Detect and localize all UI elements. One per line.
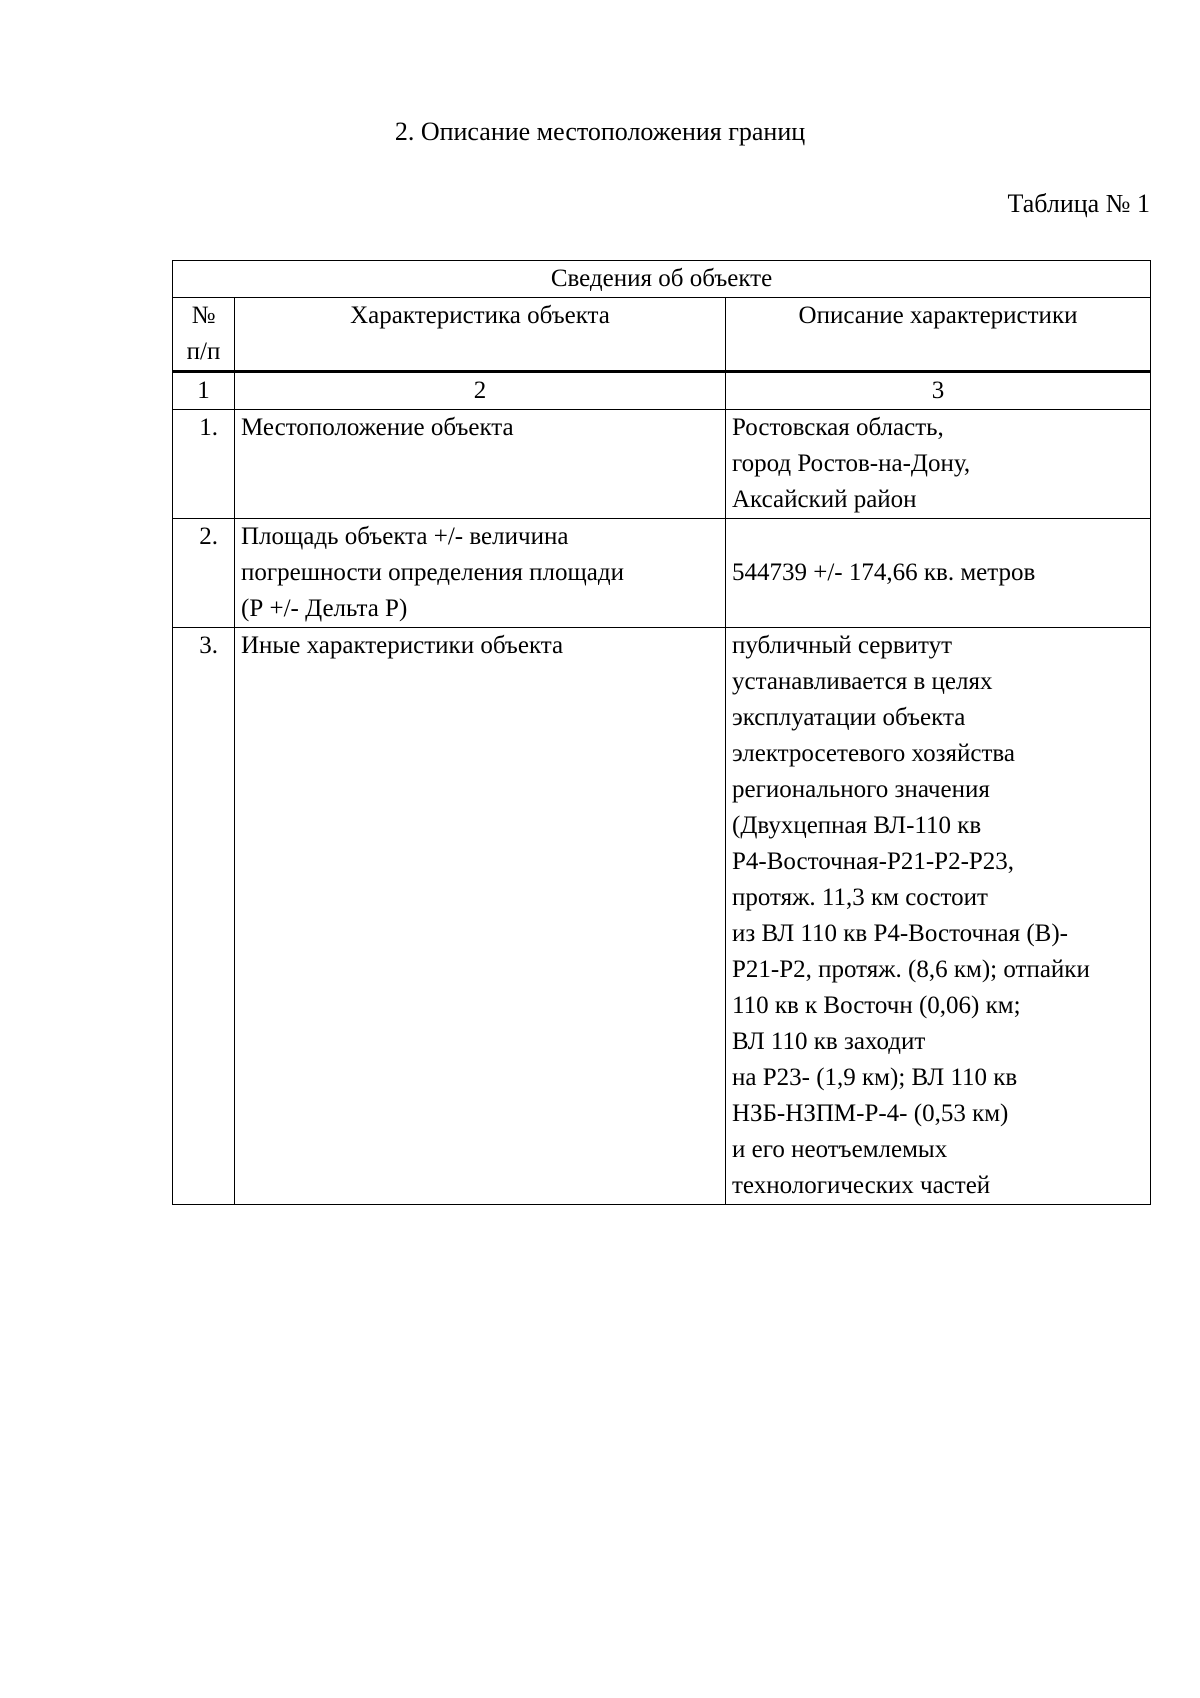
description-line: на Р23- (1,9 км); ВЛ 110 кв [732, 1064, 1018, 1091]
table-number-label: Таблица № 1 [1007, 189, 1150, 218]
row-description [726, 410, 1151, 519]
description-line: ВЛ 110 кв заходит [732, 1028, 926, 1055]
header-description: Описание характеристики [726, 298, 1151, 372]
description-line: из ВЛ 110 кв Р4-Восточная (В)- [732, 920, 1068, 947]
table-title: Сведения об объекте [173, 261, 1151, 298]
row-description [726, 519, 1151, 628]
row-characteristic [235, 628, 726, 1205]
description-line: электросетевого хозяйства [732, 740, 1015, 767]
table-row [173, 519, 1151, 628]
document-heading: 2. Описание местоположения границ [394, 117, 806, 146]
column-index: 2 [235, 372, 726, 410]
description-line: и его неотъемлемых [732, 1136, 948, 1163]
description-line: Ростовская область, [732, 414, 944, 441]
row-description [726, 628, 1151, 1205]
header-number-line: п/п [186, 338, 221, 365]
object-info-table [172, 260, 1151, 1205]
row-characteristic [235, 519, 726, 628]
row-number: 3. [173, 628, 235, 1205]
description-line: Р21-Р2, протяж. (8,6 км); отпайки [732, 956, 1090, 983]
column-index-row [173, 372, 1151, 410]
description-line: публичный сервитут [732, 632, 953, 659]
characteristic-line: Площадь объекта +/- величина [241, 523, 569, 550]
description-line: (Двухцепная ВЛ-110 кв [732, 812, 982, 839]
column-index: 3 [726, 372, 1151, 410]
header-characteristic: Характеристика объекта [235, 298, 726, 372]
description-line: город Ростов-на-Дону, [732, 450, 971, 477]
table-row [173, 410, 1151, 519]
description-line: регионального значения [732, 776, 990, 803]
row-number: 1. [173, 410, 235, 519]
column-index: 1 [173, 372, 235, 410]
characteristic-line: (Р +/- Дельта Р) [241, 595, 408, 622]
characteristic-line: Местоположение объекта [241, 414, 514, 441]
row-number: 2. [173, 519, 235, 628]
header-number [173, 298, 235, 372]
description-line: устанавливается в целях [732, 668, 993, 695]
description-line: технологических частей [732, 1172, 991, 1199]
characteristic-line: Иные характеристики объекта [241, 632, 564, 659]
table-row [173, 628, 1151, 1205]
header-number-line: № [191, 302, 216, 329]
description-line: Аксайский район [732, 486, 917, 513]
characteristic-line: погрешности определения площади [241, 559, 624, 586]
table-title-row [173, 261, 1151, 298]
description-line: 544739 +/- 174,66 кв. метров [732, 559, 1036, 586]
description-line: протяж. 11,3 км состоит [732, 884, 988, 911]
row-characteristic [235, 410, 726, 519]
description-line: 110 кв к Восточн (0,06) км; [732, 992, 1021, 1019]
description-line: эксплуатации объекта [732, 704, 966, 731]
description-line: НЗБ-НЗПМ-Р-4- (0,53 км) [732, 1100, 1009, 1127]
description-line: Р4-Восточная-Р21-Р2-Р23, [732, 848, 1015, 875]
table-header-row [173, 298, 1151, 372]
